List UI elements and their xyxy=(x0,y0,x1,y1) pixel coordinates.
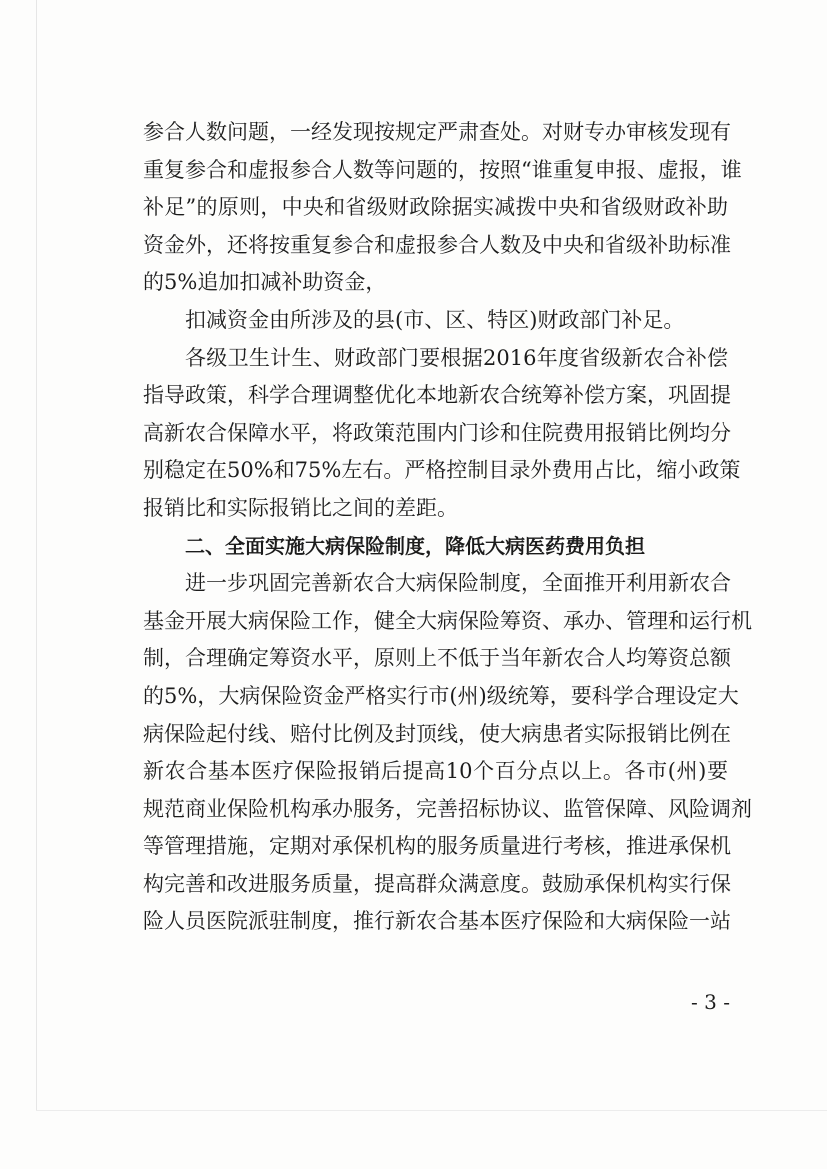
scan-edge-bottom xyxy=(36,1110,827,1111)
paragraph xyxy=(143,114,742,302)
paragraph-line: 构完善和改进服务质量，提高群众满意度。鼓励承保机构实行保 xyxy=(143,871,731,896)
paragraph-line: 进一步巩固完善新农合大病保险制度，全面推开利用新农合 xyxy=(185,571,731,596)
paragraph xyxy=(143,565,752,941)
paragraph-line: 高新农合保障水平，将政策范围内门诊和住院费用报销比例均分 xyxy=(143,420,731,445)
paragraph xyxy=(143,302,728,340)
paragraph-line: 报销比和实际报销比之间的差距。 xyxy=(143,495,458,520)
paragraph-line: 参合人数问题，一经发现按规定严肃查处。对财专办审核发现有 xyxy=(143,120,731,144)
paragraph-line: 新农合基本医疗保险报销后提高10个百分点以上。各市(州)要 xyxy=(143,759,728,784)
paragraph-line: 基金开展大病保险工作，健全大病保险筹资、承办、管理和运行机 xyxy=(143,608,752,633)
heading-text: 二、全面实施大病保险制度，降低大病医药费用负担 xyxy=(185,533,645,558)
paragraph xyxy=(143,340,741,528)
paragraph-line: 别稳定在50%和75%左右。严格控制目录外费用占比，缩小政策 xyxy=(143,458,741,483)
paragraph-line: 制，合理确定筹资水平，原则上不低于当年新农合人均筹资总额 xyxy=(143,646,731,671)
paragraph-line: 的5%追加扣减补助资金， xyxy=(143,270,387,295)
paragraph-line: 补足”的原则，中央和省级财政除据实减拨中央和省级财政补助 xyxy=(143,195,728,220)
paragraph-line: 各级卫生计生、财政部门要根据2016年度省级新农合补偿 xyxy=(185,345,728,370)
paragraph-line: 等管理措施，定期对承保机构的服务质量进行考核，推进承保机 xyxy=(143,834,731,859)
paragraph-line: 指导政策，科学合理调整优化本地新农合统筹补偿方案，巩固提 xyxy=(143,383,731,408)
paragraph-line: 病保险起付线、赔付比例及封顶线，使大病患者实际报销比例在 xyxy=(143,721,731,746)
paragraph-line: 规范商业保险机构承办服务，完善招标协议、监管保障、风险调剂 xyxy=(143,796,752,821)
document-body xyxy=(143,114,752,941)
section-heading xyxy=(143,528,728,566)
paragraph-line: 扣减资金由所涉及的县(市、区、特区)财政部门补足。 xyxy=(185,307,685,332)
page-number: - 3 - xyxy=(691,990,730,1014)
scan-edge-left xyxy=(36,0,37,1110)
paragraph-line: 重复参合和虚报参合人数等问题的，按照“谁重复申报、虚报，谁 xyxy=(143,157,742,182)
paragraph-line: 资金外，还将按重复参合和虚报参合人数及中央和省级补助标准 xyxy=(143,232,731,257)
paragraph-line: 险人员医院派驻制度，推行新农合基本医疗保险和大病保险一站 xyxy=(143,909,731,934)
paragraph-line: 的5%，大病保险资金严格实行市(州)级统筹，要科学合理设定大 xyxy=(143,683,739,708)
